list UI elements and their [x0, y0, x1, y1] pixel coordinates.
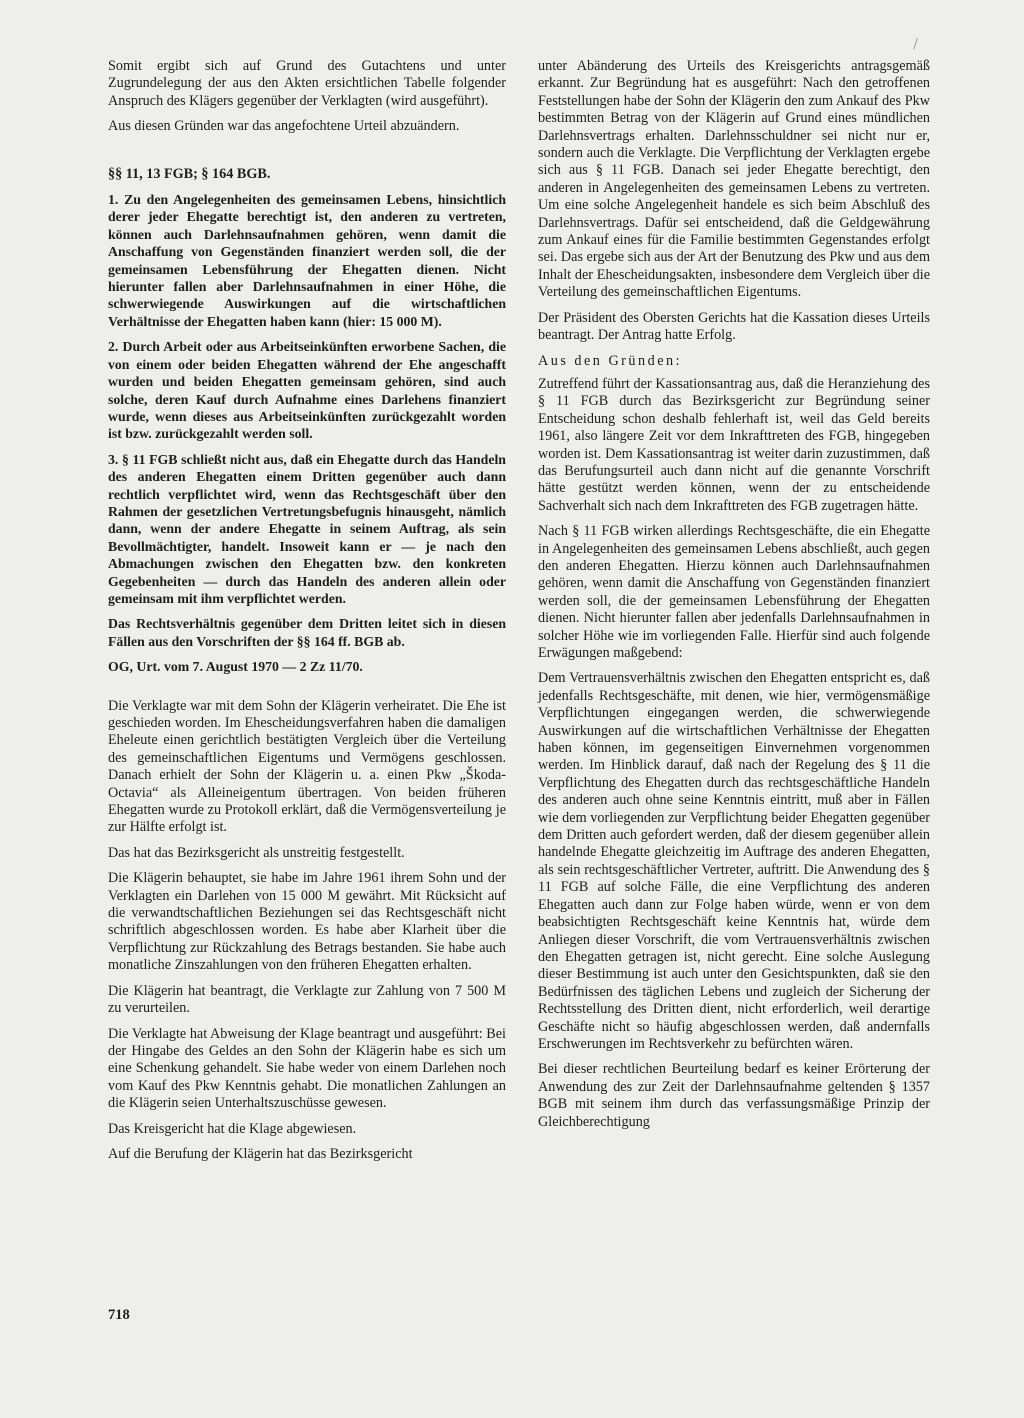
- body-paragraph: Die Klägerin behauptet, sie habe im Jahre 1961 ihrem Sohn und der Verklagten ein Darlehen von 15 000 M gewährt. Mit Rücksicht auf die verwandtschaftlichen Beziehungen sei das Rechtsgeschäft nicht schriftlich abgeschlossen worden. Es habe aber Klarheit über die Verpflichtung zur Rückzahlung des Betrags bestanden. Sie habe auch monatliche Zinszahlungen von den früheren Ehegatten erhalten.: [108, 870, 506, 974]
- body-paragraph: Das Kreisgericht hat die Klage abgewiesen.: [108, 1120, 357, 1137]
- headnotes: [108, 191, 506, 676]
- left-column: [108, 58, 506, 1171]
- page-number: 718: [108, 1307, 130, 1323]
- headnote: 3. § 11 FGB schließt nicht aus, daß ein Ehegatte durch das Handeln des anderen Ehegatten einem Dritten gegenüber auch dann rechtlich verpflichtet wird, wenn das Rechtsgeschäft über den Rahmen der gesetzlichen Vertretungsbefugnis hinausgeht, nämlich dann, wenn der andere Ehegatte in seinem Auftrag, als sein Bevollmächtigter, handelt. Insoweit kann er — je nach den Abmachungen zwischen den Ehegatten bzw. den konkreten Gegebenheiten — durch das Handeln des anderen allein oder gemeinsam mit ihm verpflichtet werden.: [108, 451, 506, 606]
- reasons-paragraph: Bei dieser rechtlichen Beurteilung bedarf es keiner Erörterung der Anwendung des zur Zeit der Darlehnsaufnahme geltenden § 1357 BGB mit seinem ihm durch das verfassungsmäßige Prinzip der Gleichberechtigung: [538, 1061, 930, 1130]
- case-citation: OG, Urt. vom 7. August 1970 — 2 Zz 11/70.: [108, 659, 363, 675]
- body-paragraph: unter Abänderung des Urteils des Kreisgerichts antragsgemäß erkannt. Zur Begründung hat es ausgeführt: Nach den getroffenen Feststellungen habe der Sohn der Klägerin den zum Ankauf des Pkw bestimmten Betrag von der Klägerin auf Grund eines mündlichen Darlehnsvertrags erhalten. Darlehnsschuldner sei nicht nur er, sondern auch die Verklagte. Die Verpflichtung der Verklagten ergebe sich aus § 11 FGB. Danach sei jeder Ehegatte berechtigt, den anderen in Angelegenheiten des gemeinsamen Lebens zu vertreten. Um eine solche Angelegenheit handele es sich beim Abschluß des Darlehnsvertrags. Dafür sei entscheidend, daß die Geldgewährung zum Ankauf eines für die Familie bestimmten Gegenstandes erfolgt sei. Das ergebe sich aus der Art der Benutzung des Pkw und aus dem Inhalt der Ehescheidungsakten, insbesondere dem Vergleich über die Verteilung des gemeinschaftlichen Eigentums.: [538, 58, 930, 301]
- headnote: Das Rechtsverhältnis gegenüber dem Dritten leitet sich in diesen Fällen aus den Vorschriften der §§ 164 ff. BGB ab.: [108, 616, 506, 649]
- headnote: 1. Zu den Angelegenheiten des gemeinsamen Lebens, hinsichtlich derer jeder Ehegatte berechtigt ist, den anderen zu vertreten, können auch Darlehnsaufnahmen gehören, wenn damit die Anschaffung von Gegenständen finanziert werden soll, die der gemeinsamen Lebensführung der Ehegatten dienen. Nicht hierunter fallen aber Darlehnsaufnahmen in einer Höhe, die schwerwiegende Auswirkungen auf die wirtschaftlichen Verhältnisse der Ehegatten haben kann (hier: 15 000 M).: [108, 192, 506, 329]
- margin-mark: [913, 38, 920, 50]
- body-paragraph: Die Verklagte hat Abweisung der Klage beantragt und ausgeführt: Bei der Hingabe des Geldes an den Sohn der Klägerin habe es sich um eine Schenkung gehandelt. Sie habe weder von einem Darlehen noch vom Kauf des Pkw Kenntnis gehabt. Die monatlichen Zahlungen an die Klägerin seien Unterhaltszuschüsse gewesen.: [108, 1025, 506, 1112]
- reasons-paragraph: Dem Vertrauensverhältnis zwischen den Ehegatten entspricht es, daß jedenfalls Rechtsgeschäfte, mit denen, wie hier, vermögensmäßige Verpflichtungen eingegangen werden, die schwerwiegende Auswirkungen auf die wirtschaftlichen Verhältnisse der Ehegatten haben können, im gegenseitigen Einvernehmen vorgenommen werden. Im Hinblick darauf, daß nach der Regelung des § 11 die Verpflichtung des Ehegatten durch das rechtsgeschäftliche Handeln des anderen auch ohne seine Kenntnis eintritt, muß aber in Fällen wie dem vorliegenden zur Verpflichtung beider Ehegatten gegenüber dem Dritten auch gefordert werden, daß der diesem gegenüber allein handelnde Ehegatte gleichzeitig im Auftrage des anderen Ehegatten, als sein rechtsgeschäftlicher Vertreter, auftritt. Die Anwendung des § 11 FGB auf solche Fälle, die eine Verpflichtung des anderen Ehegatten auch dann zur Folge haben würde, wenn er von dem beabsichtigten Rechtsgeschäft keine Kenntnis hat, würde dem Anliegen dieser Vorschrift, die vom Vertrauensverhältnis zwischen den Ehegatten getragen ist, nicht gerecht. Eine solche Auslegung dieser Bestimmung ist auch unter den Gesichtspunkten, daß sie den Bedürfnissen des täglichen Lebens und zugleich der Sicherung der Rechtsstellung des Dritten dient, nicht erforderlich, weil derartige Geschäfte nicht so häufig abgeschlossen werden, daß andernfalls Erschwerungen im Rechtsverkehr zu befürchten wären.: [538, 670, 930, 1052]
- body-paragraph: Auf die Berufung der Klägerin hat das Bezirksgericht: [108, 1145, 413, 1162]
- case-heading: §§ 11, 13 FGB; § 164 BGB.: [108, 165, 271, 182]
- reasons-paragraph: Zutreffend führt der Kassationsantrag aus, daß die Heranziehung des § 11 FGB durch das Bezirksgericht zur Begründung seiner Entscheidung schon deshalb fehlerhaft ist, weil das Geld bereits 1961, also längere Zeit vor dem Inkrafttreten des FGB, hingegeben worden ist. Dem Kassationsantrag ist weiter darin zuzustimmen, daß das Berufungsurteil auch dann nicht auf die genannte Vorschrift hätte gestützt werden können, wenn der zu entscheidende Sachverhalt sich nach dem Inkrafttreten des FGB zugetragen hätte.: [538, 375, 930, 514]
- reasons-paragraph: Nach § 11 FGB wirken allerdings Rechtsgeschäfte, die ein Ehegatte in Angelegenheiten des gemeinsamen Lebens abschließt, auch gegen den anderen Ehegatten. Hierzu können auch Darlehnsaufnahmen gehören, wenn damit die Anschaffung von Gegenständen finanziert werden soll, die der gemeinsamen Lebensführung der Ehegatten dienen. Nicht hierunter fallen aber jedenfalls Darlehnsaufnahmen in solcher Höhe wie im vorliegenden Falle. Hierfür sind auch folgende Erwägungen maßgebend:: [538, 523, 930, 661]
- headnote: 2. Durch Arbeit oder aus Arbeitseinkünften erworbene Sachen, die von einem oder beiden Ehegatten während der Ehe angeschafft wurden und beiden Ehegatten gemeinsam gehören, sind auch solche, deren Kauf durch Aufnahme eines Darlehens finanziert wurde, wenn dieses aus Arbeitseinkünften zurückgezahlt worden ist bzw. zurückgezahlt werden soll.: [108, 339, 506, 442]
- body-paragraph: Der Präsident des Obersten Gerichts hat die Kassation dieses Urteils beantragt. Der Antrag hatte Erfolg.: [538, 309, 930, 344]
- reasons-heading: Aus den Gründen:: [538, 352, 683, 369]
- intro-paragraph: Somit ergibt sich auf Grund des Gutachtens und unter Zugrundelegung der aus den Akten ersichtlichen Tabelle folgender Anspruch des Klägers gegenüber der Verklagten (wird ausgeführt).: [108, 58, 506, 109]
- right-column: [538, 58, 930, 1139]
- body-paragraph: Die Klägerin hat beantragt, die Verklagte zur Zahlung von 7 500 M zu verurteilen.: [108, 982, 506, 1017]
- body-paragraph: Die Verklagte war mit dem Sohn der Klägerin verheiratet. Die Ehe ist geschieden worden. Im Ehescheidungsverfahren haben die damaligen Eheleute einen gerichtlich bestätigten Vergleich über die Verteilung des gemeinschaftlichen Eigentums und Vermögens geschlossen. Danach erhielt der Sohn der Klägerin u. a. einen Pkw „Škoda-Octavia“ als Alleineigentum übertragen. Von beiden früheren Ehegatten wurde zu Protokoll erklärt, daß die Vermögensverteilung je zur Hälfte erfolgt ist.: [108, 697, 506, 836]
- body-paragraph: Das hat das Bezirksgericht als unstreitig festgestellt.: [108, 844, 405, 861]
- intro-paragraph: Aus diesen Gründen war das angefochtene Urteil abzuändern.: [108, 118, 460, 135]
